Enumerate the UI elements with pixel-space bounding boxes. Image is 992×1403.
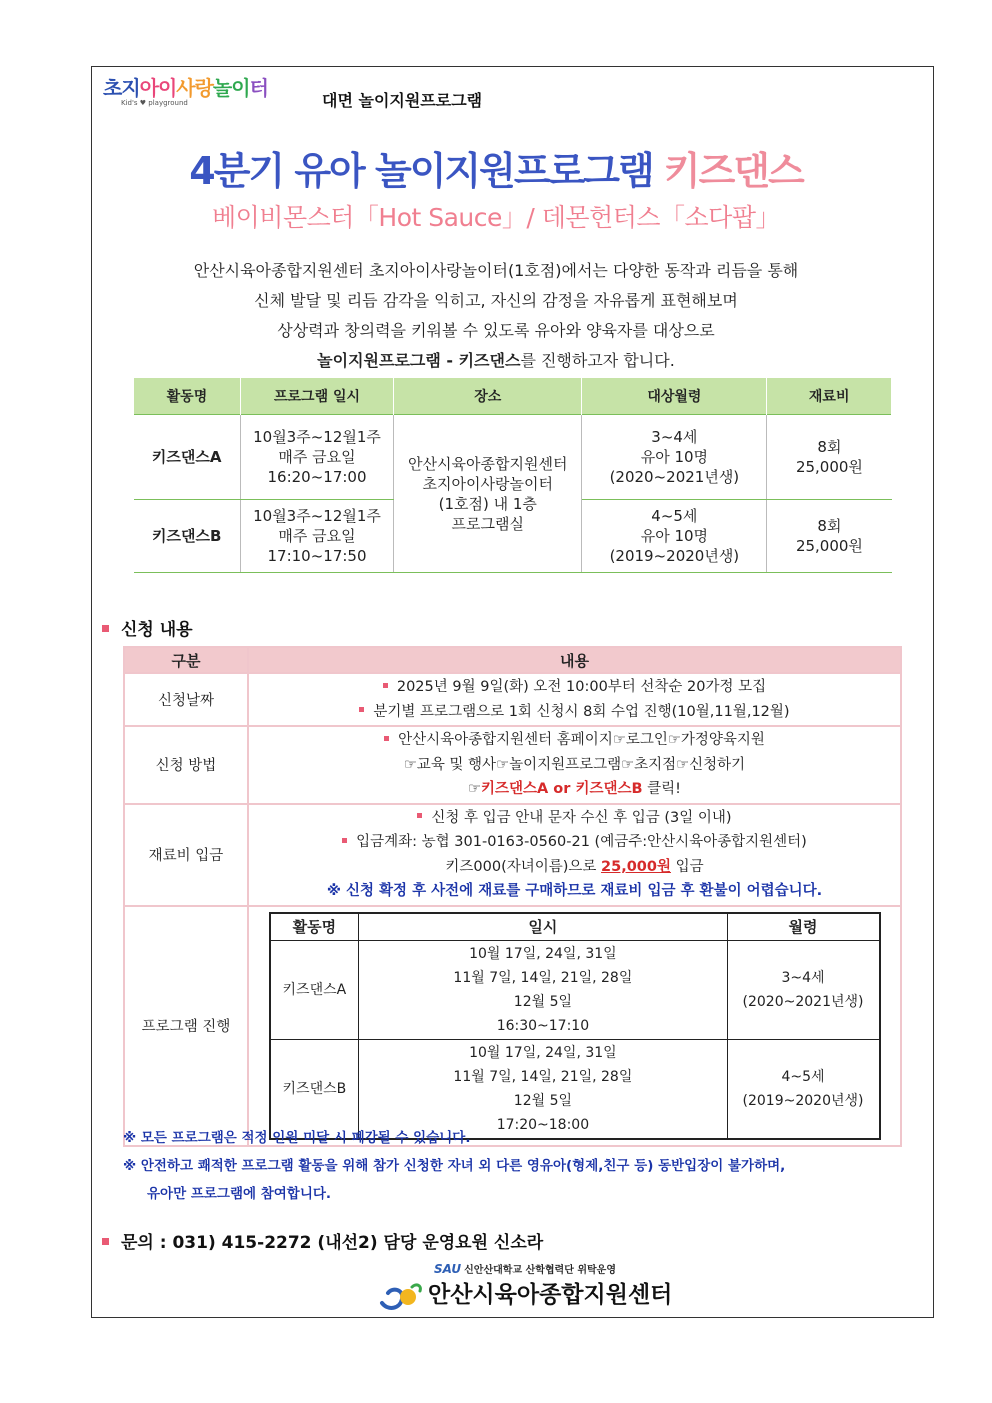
intro-line: [0, 346, 992, 376]
line-text: 2025년 9월 9일(화) 오전 10:00부터 선착순 20가정 모집: [396, 679, 767, 695]
logo-subtext: Kid's ♥ playground: [121, 99, 188, 107]
program-name: 키즈댄스A: [134, 415, 241, 500]
program-age: [582, 500, 767, 573]
place-line: 안산시육아종합지원센터: [408, 454, 568, 473]
table-row: [124, 804, 901, 906]
bullet-icon: [359, 707, 364, 712]
note-line: ※ 모든 프로그램은 적정 인원 미달 시 폐강될 수 있습니다.: [123, 1130, 471, 1146]
content-line: [250, 806, 899, 831]
line-text: 클릭!: [642, 781, 681, 797]
program-fee: [767, 415, 892, 500]
fee-line: 8회: [817, 438, 842, 456]
page-title: [0, 140, 992, 195]
row-label: 신청 방법: [124, 726, 248, 804]
fee-line: 25,000원: [795, 458, 863, 476]
activity-dates: [359, 940, 727, 1039]
org-name: 안산시육아종합지원센터: [428, 1282, 673, 1308]
title-pink-part: 키즈댄스: [663, 149, 803, 193]
place-line: 초지아이사랑놀이터: [422, 474, 553, 493]
bullet-icon: [102, 1238, 109, 1245]
bullet-icon: [384, 736, 389, 741]
date-line: 10월 17일, 24일, 31일: [469, 945, 617, 962]
title-blue-part: 4분기 유아 놀이지원프로그램: [189, 149, 653, 193]
place-line: (1호점) 내 1층: [438, 494, 537, 513]
age-line: 3~4세: [781, 969, 825, 986]
place-line: 프로그램실: [451, 514, 524, 533]
program-age: [582, 415, 767, 500]
line-text: 신청 후 입금 안내 문자 수신 후 입금 (3일 이내): [431, 809, 732, 826]
date-line: 17:20~18:00: [496, 1116, 590, 1133]
schedule-line: 10월3주~12월1주: [253, 428, 381, 446]
program-schedule: [240, 415, 393, 500]
sau-logo-text: SAU: [434, 1262, 462, 1276]
activity-name: 키즈댄스B: [270, 1039, 359, 1139]
table-row: [124, 673, 901, 726]
line-text: 입금: [671, 858, 704, 875]
footer-org: [378, 1276, 678, 1311]
age-line: 4~5세: [651, 507, 698, 525]
col-header: 내용: [248, 647, 901, 673]
fee-amount: 25,000원: [601, 858, 671, 875]
highlight-text: 키즈댄스A or 키즈댄스B: [481, 781, 643, 797]
content-line: [250, 728, 899, 753]
line-text: 입금계좌: 농협 301-0163-0560-21 (예금주:안산시육아종합지원센터): [356, 834, 807, 850]
note-line: 유아만 프로그램에 참여합니다.: [147, 1186, 332, 1202]
program-fee: [767, 500, 892, 573]
notes-block: [123, 1124, 785, 1208]
col-header: 프로그램 일시: [240, 378, 393, 415]
content-line: [250, 855, 899, 880]
line-text: ☞: [468, 781, 481, 797]
row-content: [248, 804, 901, 906]
age-line: 유아 10명: [640, 527, 709, 545]
date-line: 12월 5일: [513, 1092, 573, 1109]
col-header: 대상월령: [582, 378, 767, 415]
content-line: ☞교육 및 행사☞놀이지원프로그램☞초지점☞신청하기: [403, 756, 746, 773]
bullet-icon: [342, 838, 347, 843]
program-place: [394, 415, 582, 573]
schedule-line: 매주 금요일: [278, 527, 356, 545]
intro-line: 안산시육아종합지원센터 초지아이사랑놀이터(1호점)에서는 다양한 동작과 리듬을 통해: [193, 261, 799, 280]
line-text: 안산시육아종합지원센터 홈페이지☞로그인☞가정양육지원: [398, 732, 765, 748]
program-schedule: [240, 500, 393, 573]
table-row: [270, 940, 880, 1039]
age-line: (2019~2020년생): [742, 1092, 864, 1109]
intro-rest: 를 진행하고자 합니다.: [520, 351, 675, 370]
playground-logo: [103, 72, 313, 114]
program-type-label: 대면 놀이지원프로그램: [322, 91, 483, 110]
fee-line: 25,000원: [795, 537, 863, 555]
logo-text: 초지아이사랑놀이터: [103, 76, 268, 100]
col-header: 활동명: [134, 378, 241, 415]
program-name: 키즈댄스B: [134, 500, 241, 573]
row-content: [248, 726, 901, 804]
fee-line: 8회: [817, 517, 842, 535]
intro-bold: 놀이지원프로그램 - 키즈댄스: [317, 351, 521, 370]
line-text: 키즈000(자녀이름)으로: [445, 858, 602, 875]
age-line: (2020~2021년생): [609, 468, 740, 486]
age-line: (2019~2020년생): [609, 547, 740, 565]
note-line: ※ 안전하고 쾌적한 프로그램 활동을 위해 참가 신청한 자녀 외 다른 영유아(형제,친구 등) 동반입장이 불가하며,: [123, 1158, 786, 1174]
activity-age: [727, 940, 879, 1039]
content-line: [250, 675, 899, 700]
col-header: 구분: [124, 647, 248, 673]
apply-section-heading: [102, 615, 193, 640]
bullet-icon: [383, 683, 388, 688]
intro-line: 신체 발달 및 리듬 감각을 익히고, 자신의 감정을 자유롭게 표현해보며: [254, 291, 738, 310]
content-line: [250, 830, 899, 855]
refund-notice: ※ 신청 확정 후 사전에 재료를 구매하므로 재료비 입금 후 환불이 어렵습니다.: [326, 883, 823, 899]
bullet-icon: [102, 625, 109, 632]
program-table: [133, 378, 892, 573]
date-line: 11월 7일, 14일, 21일, 28일: [453, 1068, 633, 1085]
col-header: 장소: [394, 378, 582, 415]
bullet-icon: [417, 813, 422, 818]
intro-paragraph: [0, 256, 992, 376]
date-line: 11월 7일, 14일, 21일, 28일: [453, 969, 633, 986]
age-line: 유아 10명: [640, 448, 709, 466]
apply-table: [123, 646, 902, 1147]
date-line: 16:30~17:10: [496, 1017, 590, 1034]
table-row: [124, 906, 901, 1146]
schedule-line: 10월3주~12월1주: [253, 507, 381, 525]
footer-top-text: 신안산대학교 산학협력단 위탁운영: [464, 1265, 617, 1276]
row-content: [248, 906, 901, 1146]
age-line: 3~4세: [651, 428, 698, 446]
age-line: (2020~2021년생): [742, 993, 864, 1010]
contact-info: [102, 1228, 543, 1253]
footer-top-line: [434, 1261, 678, 1276]
content-line: [250, 700, 899, 725]
center-logo-icon: [378, 1281, 424, 1311]
schedule-line: 16:20~17:00: [267, 468, 367, 486]
date-line: 10월 17일, 24일, 31일: [469, 1044, 617, 1061]
age-line: 4~5세: [781, 1068, 825, 1085]
row-label: 프로그램 진행: [124, 906, 248, 1146]
row-label: 신청날짜: [124, 673, 248, 726]
table-row: [124, 726, 901, 804]
content-line: [250, 777, 899, 802]
contact-text: 문의 : 031) 415-2272 (내선2) 담당 운영요원 신소라: [121, 1233, 544, 1253]
date-line: 12월 5일: [513, 993, 573, 1010]
footer-logo: [378, 1261, 678, 1311]
schedule-table: [269, 912, 881, 1140]
col-header: 일시: [359, 913, 727, 941]
col-header: 재료비: [767, 378, 892, 415]
activity-name: 키즈댄스A: [270, 940, 359, 1039]
page-subtitle: 베이비몬스터「Hot Sauce」/ 데몬헌터스「소다팝」: [212, 203, 780, 232]
schedule-line: 17:10~17:50: [267, 547, 367, 565]
intro-line: 상상력과 창의력을 키워볼 수 있도록 유아와 양육자를 대상으로: [277, 321, 715, 340]
schedule-line: 매주 금요일: [278, 448, 356, 466]
row-label: 재료비 입금: [124, 804, 248, 906]
row-content: [248, 673, 901, 726]
col-header: 활동명: [270, 913, 359, 941]
col-header: 월령: [727, 913, 879, 941]
apply-heading-text: 신청 내용: [121, 620, 193, 640]
table-row: [134, 415, 892, 500]
line-text: 분기별 프로그램으로 1회 신청시 8회 수업 진행(10월,11월,12월): [373, 703, 790, 720]
